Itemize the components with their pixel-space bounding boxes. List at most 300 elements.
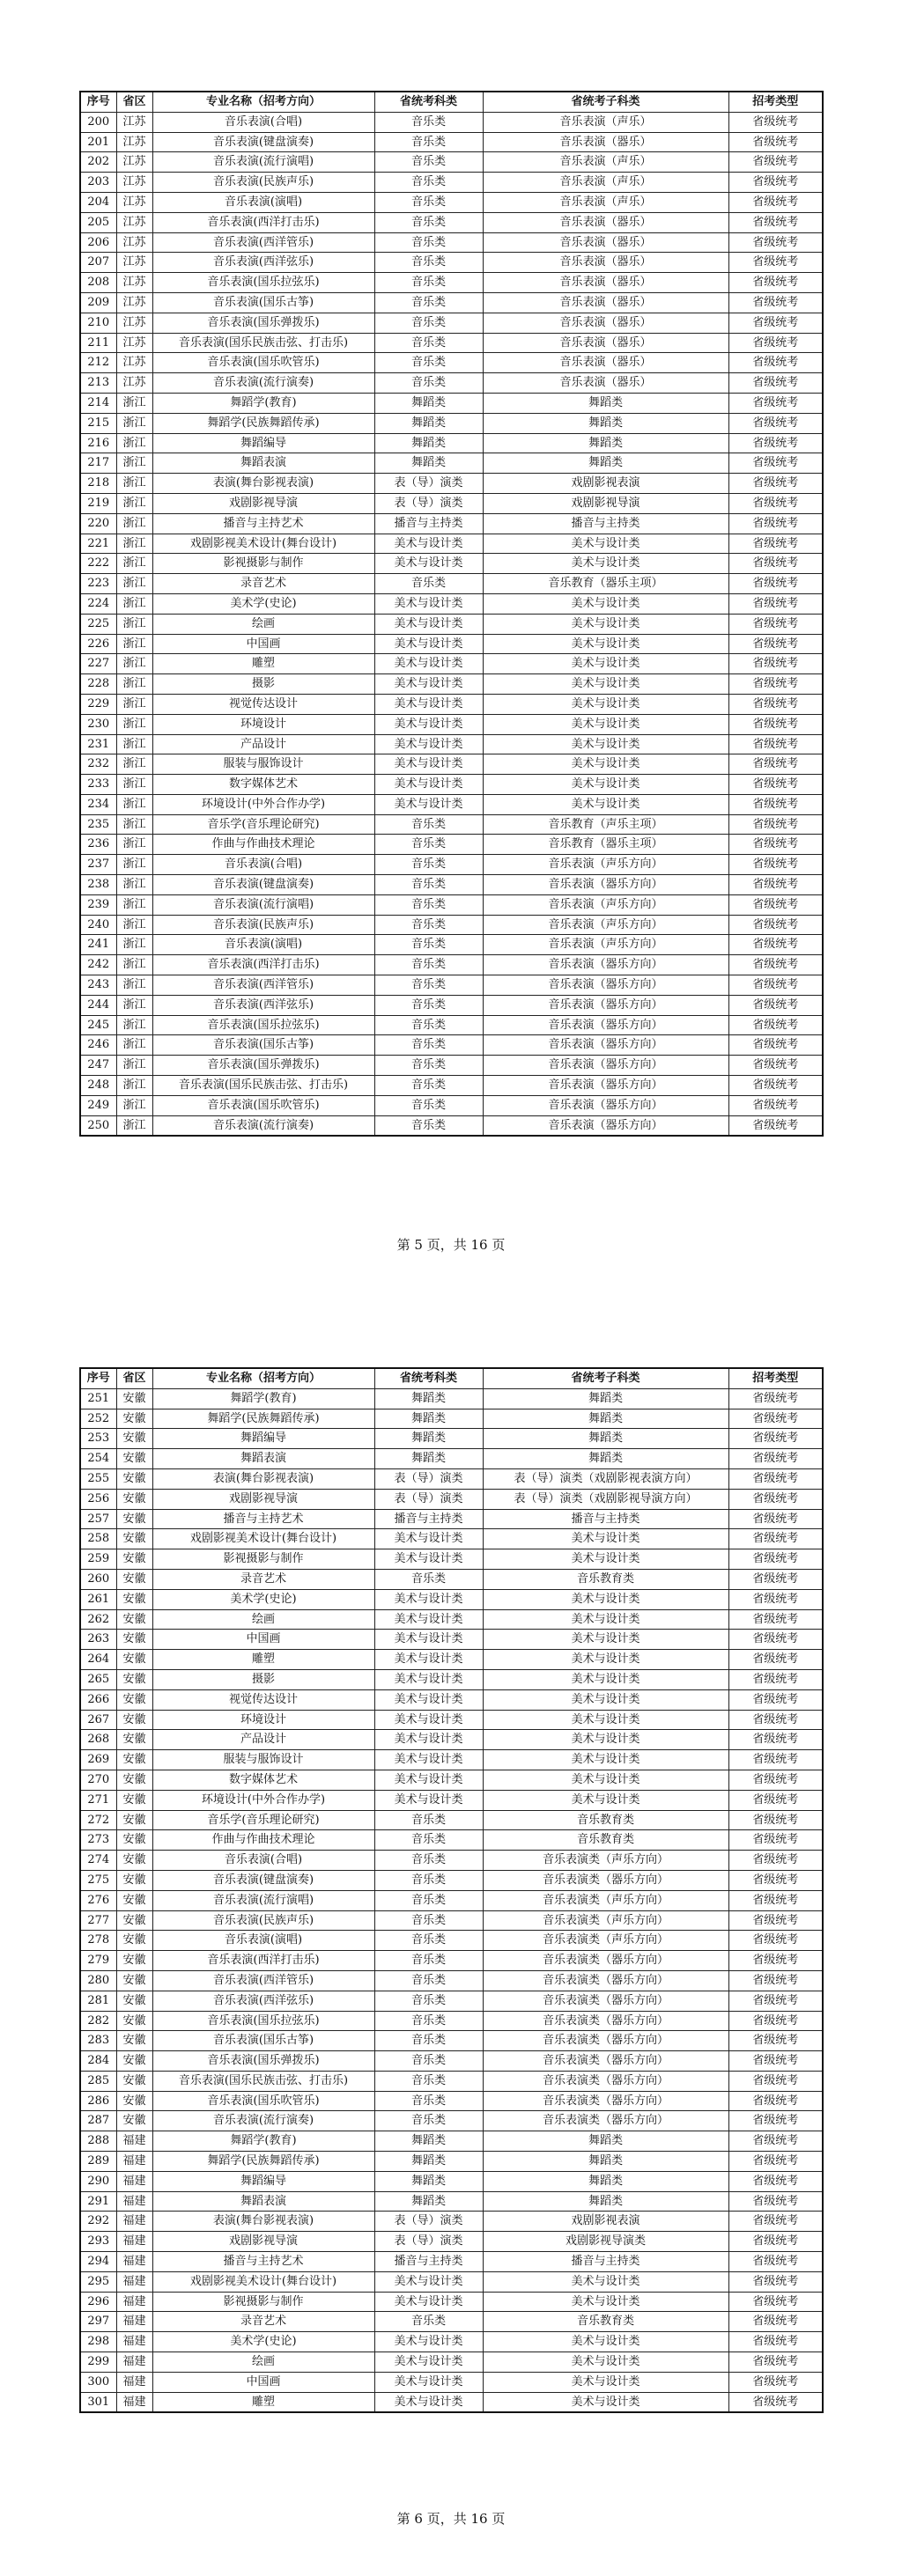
cell-serial: 248 xyxy=(80,1076,116,1096)
cell-serial: 256 xyxy=(80,1489,116,1509)
cell-serial: 274 xyxy=(80,1851,116,1871)
cell-province: 福建 xyxy=(116,2332,152,2352)
cell-serial: 278 xyxy=(80,1931,116,1951)
cell-serial: 297 xyxy=(80,2312,116,2332)
cell-major: 音乐表演(国乐拉弦乐) xyxy=(152,1015,374,1035)
cell-admission-type: 省级统考 xyxy=(728,152,823,173)
cell-exam-category: 音乐类 xyxy=(374,1035,483,1056)
cell-exam-subcategory: 美术与设计类 xyxy=(483,1689,728,1710)
cell-major: 舞蹈学(教育) xyxy=(152,1388,374,1409)
table-row xyxy=(80,714,823,734)
cell-admission-type: 省级统考 xyxy=(728,513,823,534)
cell-exam-subcategory: 美术与设计类 xyxy=(483,2372,728,2392)
cell-exam-subcategory: 美术与设计类 xyxy=(483,1549,728,1570)
cell-major: 表演(舞台影视表演) xyxy=(152,474,374,494)
cell-exam-subcategory: 舞蹈类 xyxy=(483,2171,728,2191)
cell-serial: 263 xyxy=(80,1630,116,1650)
cell-serial: 276 xyxy=(80,1890,116,1910)
cell-exam-category: 美术与设计类 xyxy=(374,2271,483,2292)
cell-serial: 217 xyxy=(80,453,116,474)
cell-exam-subcategory: 音乐表演类（器乐方向） xyxy=(483,1870,728,1890)
cell-province: 福建 xyxy=(116,2212,152,2232)
cell-serial: 215 xyxy=(80,413,116,433)
table-row xyxy=(80,875,823,895)
cell-major: 影视摄影与制作 xyxy=(152,1549,374,1570)
cell-province: 安徽 xyxy=(116,1931,152,1951)
cell-serial: 290 xyxy=(80,2171,116,2191)
cell-major: 绘画 xyxy=(152,2352,374,2373)
cell-admission-type: 省级统考 xyxy=(728,1388,823,1409)
cell-major: 舞蹈学(教育) xyxy=(152,2131,374,2152)
cell-major: 舞蹈表演 xyxy=(152,453,374,474)
cell-province: 江苏 xyxy=(116,313,152,333)
table-row xyxy=(80,2292,823,2312)
cell-province: 安徽 xyxy=(116,1910,152,1931)
cell-major: 服装与服饰设计 xyxy=(152,754,374,775)
cell-admission-type: 省级统考 xyxy=(728,173,823,193)
cell-exam-category: 表（导）演类 xyxy=(374,2232,483,2252)
table-row xyxy=(80,132,823,152)
table-row xyxy=(80,894,823,915)
cell-exam-category: 美术与设计类 xyxy=(374,674,483,695)
cell-exam-subcategory: 美术与设计类 xyxy=(483,2292,728,2312)
cell-serial: 292 xyxy=(80,2212,116,2232)
cell-major: 音乐表演(合唱) xyxy=(152,1851,374,1871)
cell-province: 安徽 xyxy=(116,1730,152,1750)
cell-province: 安徽 xyxy=(116,2031,152,2051)
cell-exam-category: 音乐类 xyxy=(374,373,483,394)
cell-province: 安徽 xyxy=(116,1851,152,1871)
cell-province: 浙江 xyxy=(116,714,152,734)
table-row xyxy=(80,2031,823,2051)
cell-serial: 275 xyxy=(80,1870,116,1890)
cell-serial: 294 xyxy=(80,2252,116,2272)
cell-province: 安徽 xyxy=(116,1409,152,1429)
cell-province: 安徽 xyxy=(116,1991,152,2011)
cell-exam-subcategory: 播音与主持类 xyxy=(483,513,728,534)
cell-exam-category: 音乐类 xyxy=(374,313,483,333)
cell-major: 音乐表演(国乐古筝) xyxy=(152,292,374,313)
cell-exam-category: 播音与主持类 xyxy=(374,513,483,534)
cell-exam-category: 美术与设计类 xyxy=(374,614,483,634)
cell-major: 音乐表演(西洋管乐) xyxy=(152,232,374,253)
cell-major: 音乐表演(流行演奏) xyxy=(152,373,374,394)
cell-province: 安徽 xyxy=(116,1790,152,1810)
cell-exam-subcategory: 音乐表演（器乐） xyxy=(483,292,728,313)
cell-exam-subcategory: 音乐表演（声乐方向） xyxy=(483,855,728,875)
cell-exam-category: 音乐类 xyxy=(374,1931,483,1951)
cell-serial: 245 xyxy=(80,1015,116,1035)
table-row xyxy=(80,173,823,193)
cell-major: 音乐表演(键盘演奏) xyxy=(152,132,374,152)
table-row xyxy=(80,1429,823,1449)
cell-major: 绘画 xyxy=(152,1609,374,1630)
table-row xyxy=(80,1710,823,1730)
cell-exam-subcategory: 美术与设计类 xyxy=(483,1650,728,1670)
table-row xyxy=(80,654,823,674)
cell-exam-category: 音乐类 xyxy=(374,2031,483,2051)
cell-exam-subcategory: 音乐表演（声乐方向） xyxy=(483,894,728,915)
cell-exam-subcategory: 音乐表演类（声乐方向） xyxy=(483,1851,728,1871)
cell-exam-category: 音乐类 xyxy=(374,975,483,996)
cell-serial: 267 xyxy=(80,1710,116,1730)
cell-major: 音乐表演(国乐民族击弦、打击乐) xyxy=(152,2071,374,2091)
cell-admission-type: 省级统考 xyxy=(728,1056,823,1076)
cell-admission-type: 省级统考 xyxy=(728,393,823,413)
cell-serial: 227 xyxy=(80,654,116,674)
cell-serial: 255 xyxy=(80,1468,116,1489)
cell-exam-subcategory: 音乐教育（器乐主项） xyxy=(483,835,728,855)
table-header-row xyxy=(80,92,823,112)
cell-exam-category: 美术与设计类 xyxy=(374,1630,483,1650)
cell-exam-category: 舞蹈类 xyxy=(374,2152,483,2172)
cell-exam-subcategory: 舞蹈类 xyxy=(483,1388,728,1409)
cell-exam-subcategory: 音乐表演类（声乐方向） xyxy=(483,1910,728,1931)
table-row xyxy=(80,674,823,695)
cell-major: 美术学(史论) xyxy=(152,1589,374,1609)
header-cell: 省区 xyxy=(116,1368,152,1388)
cell-serial: 268 xyxy=(80,1730,116,1750)
cell-exam-category: 音乐类 xyxy=(374,935,483,955)
cell-admission-type: 省级统考 xyxy=(728,2011,823,2031)
cell-province: 安徽 xyxy=(116,1830,152,1851)
table-row xyxy=(80,253,823,273)
cell-province: 浙江 xyxy=(116,1115,152,1136)
cell-major: 摄影 xyxy=(152,1669,374,1689)
cell-admission-type: 省级统考 xyxy=(728,2071,823,2091)
cell-serial: 260 xyxy=(80,1569,116,1589)
cell-admission-type: 省级统考 xyxy=(728,2171,823,2191)
cell-exam-category: 音乐类 xyxy=(374,2091,483,2111)
cell-province: 安徽 xyxy=(116,1951,152,1971)
cell-exam-category: 音乐类 xyxy=(374,1910,483,1931)
cell-major: 舞蹈学(民族舞蹈传承) xyxy=(152,2152,374,2172)
table-row xyxy=(80,2171,823,2191)
cell-province: 安徽 xyxy=(116,1650,152,1670)
cell-serial: 235 xyxy=(80,814,116,835)
cell-exam-subcategory: 美术与设计类 xyxy=(483,534,728,554)
cell-province: 江苏 xyxy=(116,253,152,273)
cell-province: 安徽 xyxy=(116,1388,152,1409)
cell-exam-category: 美术与设计类 xyxy=(374,2292,483,2312)
cell-serial: 202 xyxy=(80,152,116,173)
table-row xyxy=(80,1790,823,1810)
cell-serial: 204 xyxy=(80,192,116,212)
cell-exam-category: 表（导）演类 xyxy=(374,474,483,494)
table-row xyxy=(80,1509,823,1529)
cell-major: 产品设计 xyxy=(152,1730,374,1750)
table-row xyxy=(80,2332,823,2352)
cell-province: 浙江 xyxy=(116,1095,152,1115)
cell-major: 音乐表演(西洋弦乐) xyxy=(152,253,374,273)
cell-admission-type: 省级统考 xyxy=(728,2252,823,2272)
table-row xyxy=(80,935,823,955)
table-row xyxy=(80,1095,823,1115)
cell-exam-category: 美术与设计类 xyxy=(374,2332,483,2352)
table-row xyxy=(80,333,823,353)
cell-serial: 300 xyxy=(80,2372,116,2392)
cell-serial: 206 xyxy=(80,232,116,253)
table-row xyxy=(80,955,823,975)
cell-serial: 273 xyxy=(80,1830,116,1851)
cell-exam-category: 舞蹈类 xyxy=(374,2131,483,2152)
cell-admission-type: 省级统考 xyxy=(728,433,823,453)
cell-province: 浙江 xyxy=(116,513,152,534)
table-body xyxy=(80,112,823,1136)
cell-admission-type: 省级统考 xyxy=(728,1449,823,1469)
cell-admission-type: 省级统考 xyxy=(728,1035,823,1056)
cell-exam-category: 音乐类 xyxy=(374,173,483,193)
table-row xyxy=(80,593,823,614)
cell-exam-subcategory: 美术与设计类 xyxy=(483,1750,728,1770)
cell-serial: 249 xyxy=(80,1095,116,1115)
cell-exam-category: 音乐类 xyxy=(374,1095,483,1115)
cell-serial: 246 xyxy=(80,1035,116,1056)
cell-province: 浙江 xyxy=(116,894,152,915)
cell-exam-category: 舞蹈类 xyxy=(374,1409,483,1429)
cell-serial: 239 xyxy=(80,894,116,915)
table-row xyxy=(80,2212,823,2232)
cell-major: 环境设计(中外合作办学) xyxy=(152,794,374,814)
cell-exam-subcategory: 舞蹈类 xyxy=(483,393,728,413)
table-row xyxy=(80,2051,823,2072)
cell-serial: 220 xyxy=(80,513,116,534)
table-row xyxy=(80,1931,823,1951)
cell-serial: 203 xyxy=(80,173,116,193)
table-row xyxy=(80,1449,823,1469)
cell-admission-type: 省级统考 xyxy=(728,835,823,855)
cell-province: 浙江 xyxy=(116,995,152,1015)
cell-province: 江苏 xyxy=(116,173,152,193)
cell-serial: 253 xyxy=(80,1429,116,1449)
cell-major: 音乐表演(国乐弹拨乐) xyxy=(152,1056,374,1076)
table-row xyxy=(80,1669,823,1689)
cell-major: 产品设计 xyxy=(152,734,374,754)
cell-exam-category: 舞蹈类 xyxy=(374,2191,483,2212)
cell-major: 音乐表演(国乐拉弦乐) xyxy=(152,2011,374,2031)
table-row xyxy=(80,634,823,654)
cell-admission-type: 省级统考 xyxy=(728,212,823,232)
cell-exam-category: 音乐类 xyxy=(374,2011,483,2031)
cell-admission-type: 省级统考 xyxy=(728,654,823,674)
cell-major: 作曲与作曲技术理论 xyxy=(152,1830,374,1851)
cell-exam-subcategory: 美术与设计类 xyxy=(483,593,728,614)
table-row xyxy=(80,1770,823,1790)
cell-province: 安徽 xyxy=(116,1689,152,1710)
cell-major: 音乐表演(西洋弦乐) xyxy=(152,1991,374,2011)
cell-exam-category: 美术与设计类 xyxy=(374,1609,483,1630)
cell-province: 浙江 xyxy=(116,915,152,935)
cell-exam-subcategory: 舞蹈类 xyxy=(483,2131,728,2152)
cell-exam-subcategory: 舞蹈类 xyxy=(483,453,728,474)
cell-exam-subcategory: 美术与设计类 xyxy=(483,775,728,795)
cell-major: 录音艺术 xyxy=(152,2312,374,2332)
cell-exam-subcategory: 音乐表演类（器乐方向） xyxy=(483,2091,728,2111)
cell-exam-category: 舞蹈类 xyxy=(374,1388,483,1409)
cell-exam-subcategory: 音乐表演（声乐） xyxy=(483,152,728,173)
cell-serial: 208 xyxy=(80,273,116,293)
cell-serial: 221 xyxy=(80,534,116,554)
cell-serial: 226 xyxy=(80,634,116,654)
cell-admission-type: 省级统考 xyxy=(728,1991,823,2011)
cell-province: 安徽 xyxy=(116,1609,152,1630)
cell-province: 安徽 xyxy=(116,1589,152,1609)
cell-exam-category: 表（导）演类 xyxy=(374,493,483,513)
cell-province: 浙江 xyxy=(116,775,152,795)
cell-exam-category: 舞蹈类 xyxy=(374,393,483,413)
cell-exam-category: 音乐类 xyxy=(374,1015,483,1035)
cell-serial: 207 xyxy=(80,253,116,273)
cell-admission-type: 省级统考 xyxy=(728,1851,823,1871)
cell-exam-category: 音乐类 xyxy=(374,1890,483,1910)
cell-admission-type: 省级统考 xyxy=(728,1790,823,1810)
table-row xyxy=(80,413,823,433)
cell-exam-subcategory: 音乐教育类 xyxy=(483,1830,728,1851)
cell-admission-type: 省级统考 xyxy=(728,1750,823,1770)
cell-exam-subcategory: 音乐表演类（器乐方向） xyxy=(483,1951,728,1971)
cell-exam-category: 音乐类 xyxy=(374,574,483,594)
cell-major: 舞蹈学(民族舞蹈传承) xyxy=(152,1409,374,1429)
table-row xyxy=(80,534,823,554)
cell-major: 音乐表演(国乐弹拨乐) xyxy=(152,313,374,333)
table-row xyxy=(80,1609,823,1630)
cell-major: 音乐表演(流行演唱) xyxy=(152,1890,374,1910)
cell-exam-category: 音乐类 xyxy=(374,1870,483,1890)
cell-exam-subcategory: 播音与主持类 xyxy=(483,1509,728,1529)
cell-major: 戏剧影视美术设计(舞台设计) xyxy=(152,534,374,554)
cell-province: 江苏 xyxy=(116,192,152,212)
cell-exam-category: 美术与设计类 xyxy=(374,1689,483,1710)
cell-major: 音乐表演(键盘演奏) xyxy=(152,1870,374,1890)
cell-province: 江苏 xyxy=(116,132,152,152)
cell-major: 音乐表演(西洋管乐) xyxy=(152,975,374,996)
cell-admission-type: 省级统考 xyxy=(728,313,823,333)
table-row xyxy=(80,1650,823,1670)
cell-serial: 241 xyxy=(80,935,116,955)
cell-exam-category: 美术与设计类 xyxy=(374,2372,483,2392)
cell-exam-subcategory: 舞蹈类 xyxy=(483,1409,728,1429)
cell-exam-category: 音乐类 xyxy=(374,855,483,875)
cell-exam-category: 舞蹈类 xyxy=(374,1449,483,1469)
table-row xyxy=(80,192,823,212)
cell-exam-category: 音乐类 xyxy=(374,2312,483,2332)
cell-exam-subcategory: 美术与设计类 xyxy=(483,694,728,714)
cell-major: 音乐表演(西洋打击乐) xyxy=(152,212,374,232)
cell-exam-subcategory: 音乐教育类 xyxy=(483,1569,728,1589)
cell-serial: 266 xyxy=(80,1689,116,1710)
cell-serial: 240 xyxy=(80,915,116,935)
cell-major: 录音艺术 xyxy=(152,574,374,594)
cell-province: 浙江 xyxy=(116,935,152,955)
cell-admission-type: 省级统考 xyxy=(728,2131,823,2152)
cell-exam-subcategory: 音乐表演类（器乐方向） xyxy=(483,2011,728,2031)
document-page-5 xyxy=(0,0,902,1285)
cell-province: 浙江 xyxy=(116,593,152,614)
cell-exam-category: 美术与设计类 xyxy=(374,714,483,734)
cell-serial: 254 xyxy=(80,1449,116,1469)
cell-province: 安徽 xyxy=(116,1468,152,1489)
cell-admission-type: 省级统考 xyxy=(728,273,823,293)
cell-exam-subcategory: 美术与设计类 xyxy=(483,754,728,775)
cell-admission-type: 省级统考 xyxy=(728,593,823,614)
cell-exam-category: 音乐类 xyxy=(374,2071,483,2091)
cell-exam-subcategory: 美术与设计类 xyxy=(483,1609,728,1630)
cell-major: 音乐表演(国乐古筝) xyxy=(152,1035,374,1056)
cell-admission-type: 省级统考 xyxy=(728,453,823,474)
table-row xyxy=(80,2091,823,2111)
table-row xyxy=(80,1810,823,1830)
cell-admission-type: 省级统考 xyxy=(728,1630,823,1650)
table-row xyxy=(80,112,823,132)
header-cell: 省统考子科类 xyxy=(483,1368,728,1388)
table-row xyxy=(80,393,823,413)
table-row xyxy=(80,232,823,253)
cell-exam-category: 表（导）演类 xyxy=(374,1468,483,1489)
cell-major: 舞蹈表演 xyxy=(152,2191,374,2212)
cell-exam-category: 美术与设计类 xyxy=(374,654,483,674)
cell-admission-type: 省级统考 xyxy=(728,1689,823,1710)
cell-exam-category: 舞蹈类 xyxy=(374,413,483,433)
table-row xyxy=(80,775,823,795)
cell-serial: 236 xyxy=(80,835,116,855)
cell-province: 福建 xyxy=(116,2131,152,2152)
cell-exam-subcategory: 美术与设计类 xyxy=(483,554,728,574)
page-footer: 第 5 页，共 16 页 xyxy=(396,1237,506,1253)
cell-serial: 293 xyxy=(80,2232,116,2252)
cell-admission-type: 省级统考 xyxy=(728,1910,823,1931)
cell-major: 录音艺术 xyxy=(152,1569,374,1589)
cell-admission-type: 省级统考 xyxy=(728,1409,823,1429)
cell-province: 浙江 xyxy=(116,955,152,975)
cell-province: 浙江 xyxy=(116,875,152,895)
table-row xyxy=(80,995,823,1015)
cell-exam-category: 音乐类 xyxy=(374,894,483,915)
cell-exam-subcategory: 音乐表演（器乐） xyxy=(483,253,728,273)
cell-province: 安徽 xyxy=(116,2071,152,2091)
cell-serial: 232 xyxy=(80,754,116,775)
cell-serial: 212 xyxy=(80,353,116,373)
cell-province: 福建 xyxy=(116,2271,152,2292)
table-header-row xyxy=(80,1368,823,1388)
cell-admission-type: 省级统考 xyxy=(728,1076,823,1096)
table-row xyxy=(80,2392,823,2412)
table-row xyxy=(80,2271,823,2292)
cell-province: 安徽 xyxy=(116,2111,152,2131)
cell-exam-subcategory: 音乐表演（器乐） xyxy=(483,273,728,293)
cell-exam-category: 美术与设计类 xyxy=(374,754,483,775)
header-cell: 省区 xyxy=(116,92,152,112)
cell-exam-category: 播音与主持类 xyxy=(374,2252,483,2272)
cell-serial: 205 xyxy=(80,212,116,232)
cell-major: 绘画 xyxy=(152,614,374,634)
cell-serial: 209 xyxy=(80,292,116,313)
cell-exam-subcategory: 舞蹈类 xyxy=(483,433,728,453)
cell-serial: 218 xyxy=(80,474,116,494)
cell-major: 音乐表演(流行演奏) xyxy=(152,2111,374,2131)
cell-admission-type: 省级统考 xyxy=(728,192,823,212)
cell-exam-category: 音乐类 xyxy=(374,814,483,835)
cell-exam-subcategory: 美术与设计类 xyxy=(483,1630,728,1650)
cell-exam-category: 美术与设计类 xyxy=(374,1549,483,1570)
table-row xyxy=(80,1750,823,1770)
cell-province: 浙江 xyxy=(116,754,152,775)
cell-admission-type: 省级统考 xyxy=(728,232,823,253)
cell-major: 音乐表演(键盘演奏) xyxy=(152,875,374,895)
cell-admission-type: 省级统考 xyxy=(728,1650,823,1670)
cell-serial: 210 xyxy=(80,313,116,333)
cell-serial: 282 xyxy=(80,2011,116,2031)
cell-exam-subcategory: 美术与设计类 xyxy=(483,2271,728,2292)
